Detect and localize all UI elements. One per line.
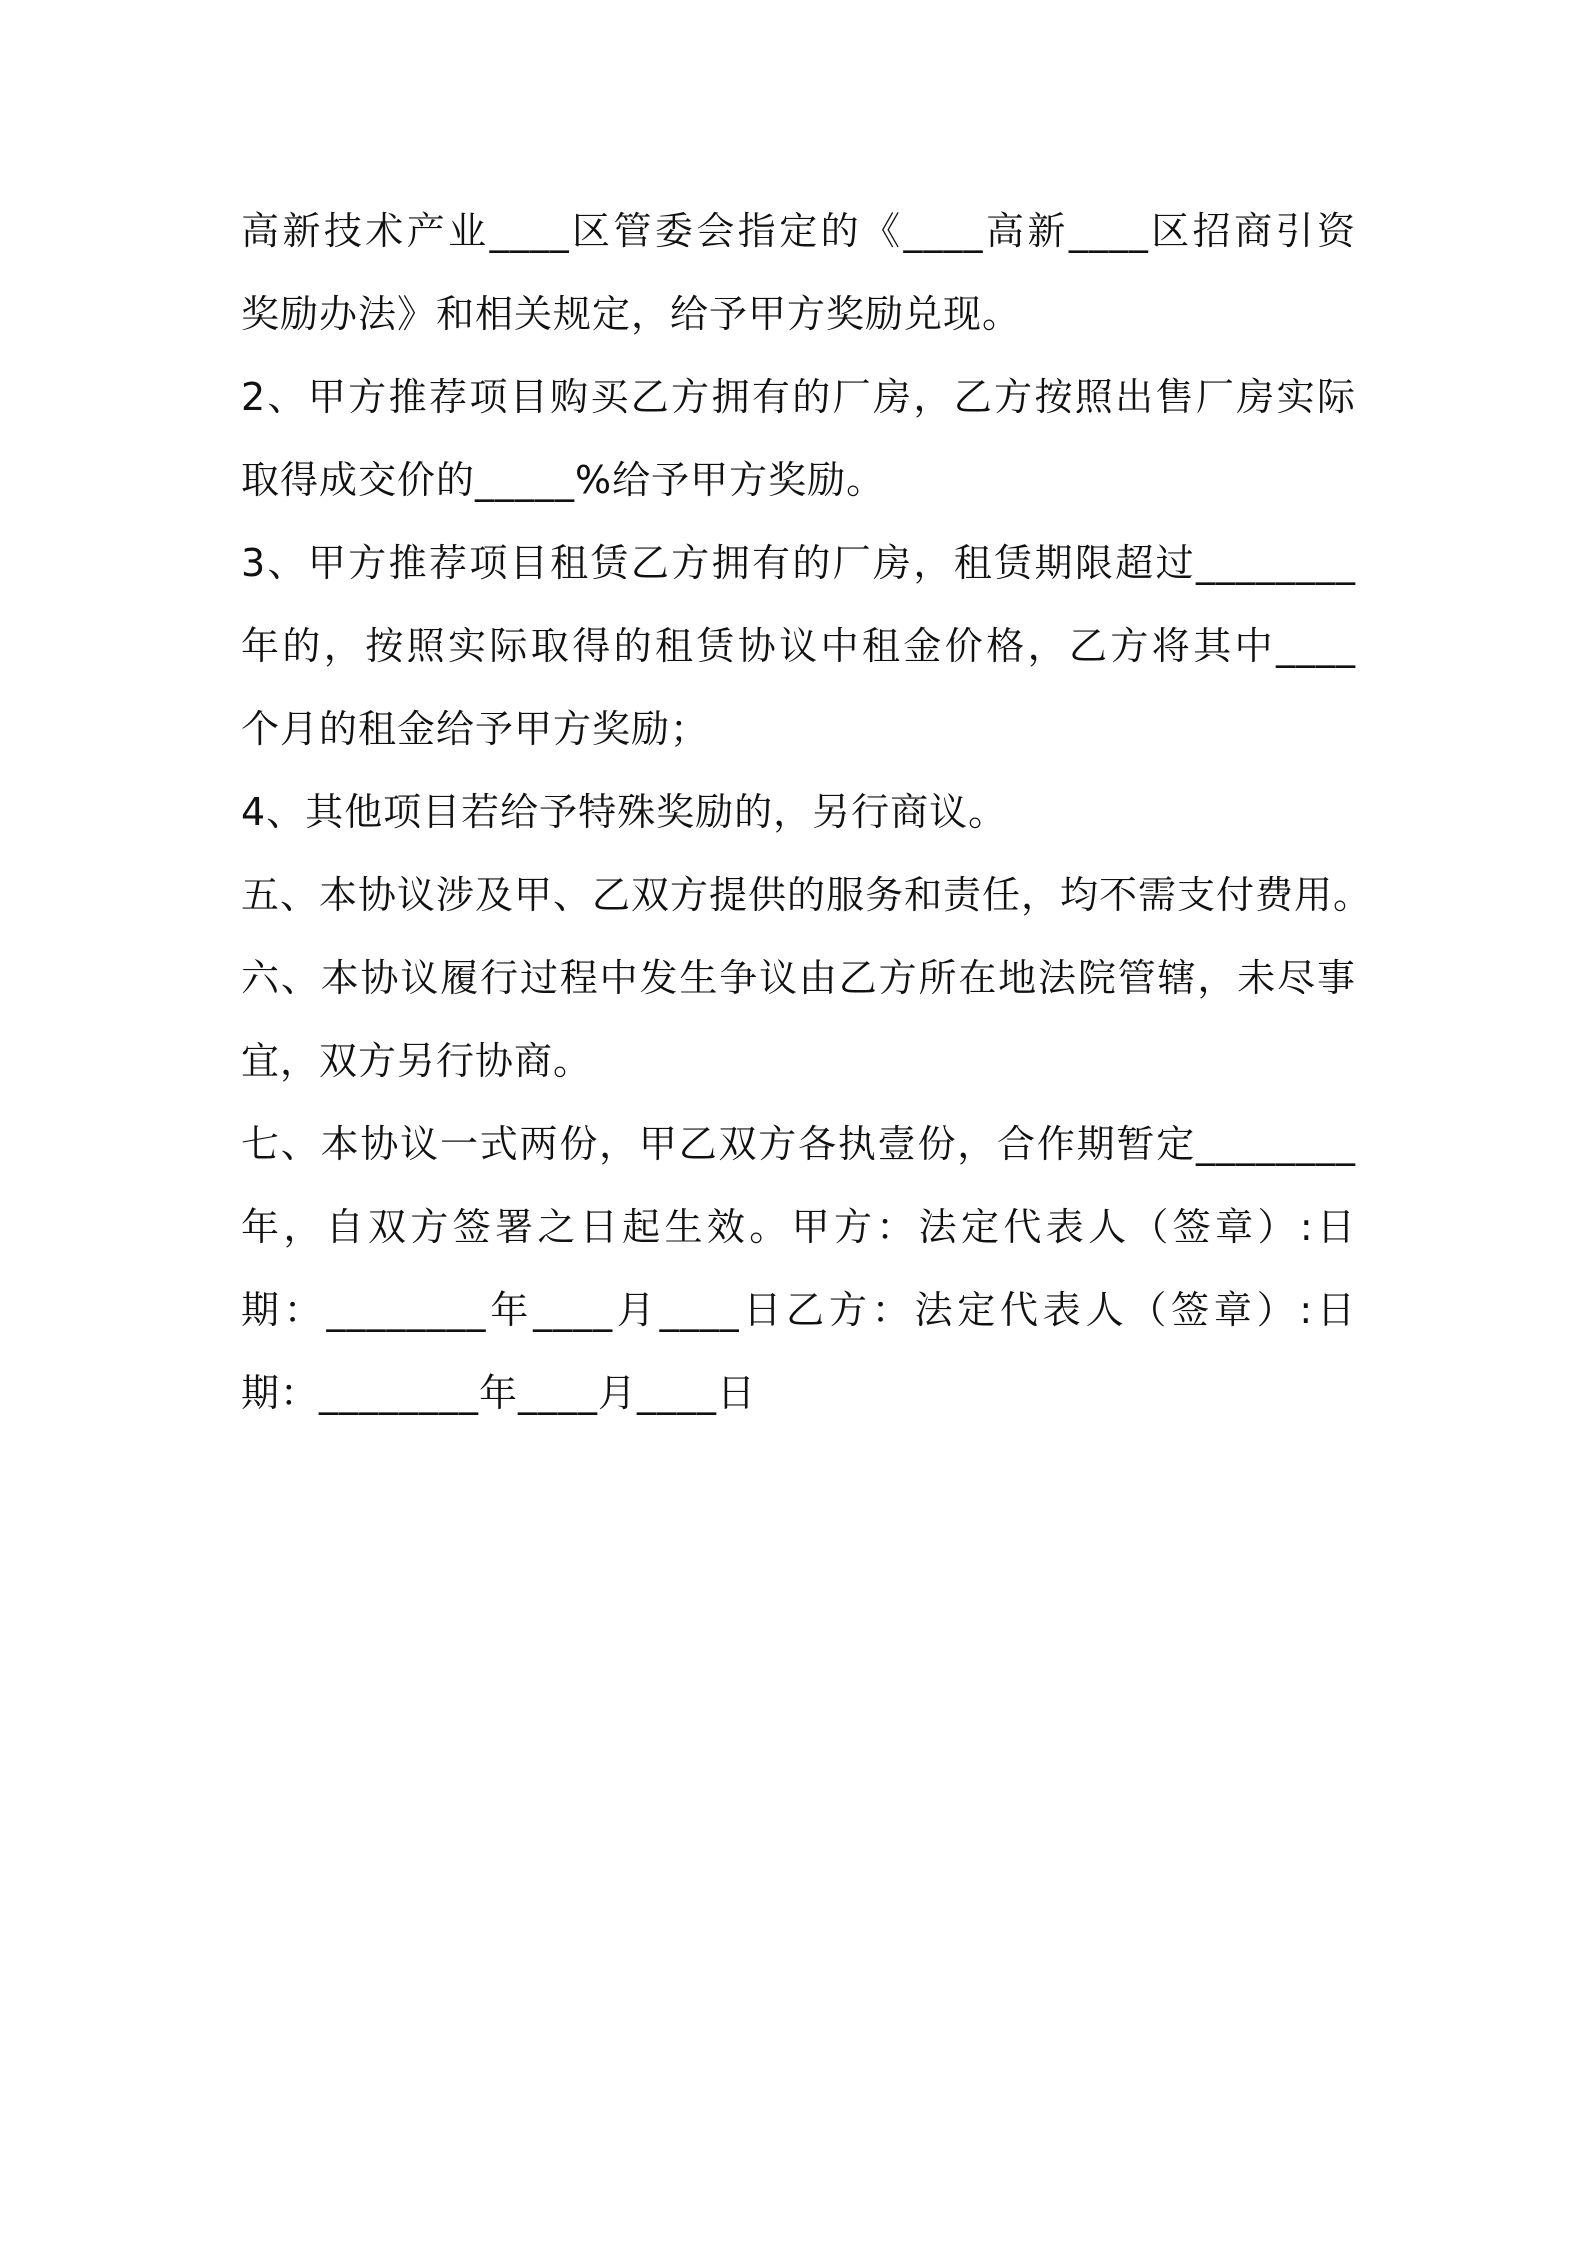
text-line: 宜，双方另行协商。 xyxy=(241,1039,593,1083)
text-line: 七、本协议一式两份，甲乙双方各执壹份，合作期暂定________ xyxy=(241,1122,1356,1166)
text-line: 个月的租金给予甲方奖励； xyxy=(241,707,710,751)
text-line: 年，自双方签署之日起生效。甲方：法定代表人（签章）:日 xyxy=(241,1205,1356,1249)
text-line: 年的，按照实际取得的租赁协议中租金价格，乙方将其中____ xyxy=(241,624,1356,668)
text-line: 2、甲方推荐项目购买乙方拥有的厂房，乙方按照出售厂房实际 xyxy=(241,375,1356,419)
text-line: 五、本协议涉及甲、乙双方提供的服务和责任，均不需支付费用。 xyxy=(241,873,1373,917)
text-line: 高新技术产业____区管委会指定的《____高新____区招商引资 xyxy=(241,209,1356,253)
text-line: 期：________年____月____日乙方：法定代表人（签章）:日 xyxy=(241,1288,1356,1332)
text-line: 六、本协议履行过程中发生争议由乙方所在地法院管辖，未尽事 xyxy=(241,956,1356,1000)
text-line: 取得成交价的_____%给予甲方奖励。 xyxy=(241,458,886,502)
text-line: 4、其他项目若给予特殊奖励的，另行商议。 xyxy=(241,790,1008,834)
text-line: 3、甲方推荐项目租赁乙方拥有的厂房，租赁期限超过________ xyxy=(241,541,1356,585)
text-line: 奖励办法》和相关规定，给予甲方奖励兑现。 xyxy=(241,292,1022,336)
text-line: 期：________年____月____日 xyxy=(241,1371,757,1415)
document-body xyxy=(241,190,1373,1435)
